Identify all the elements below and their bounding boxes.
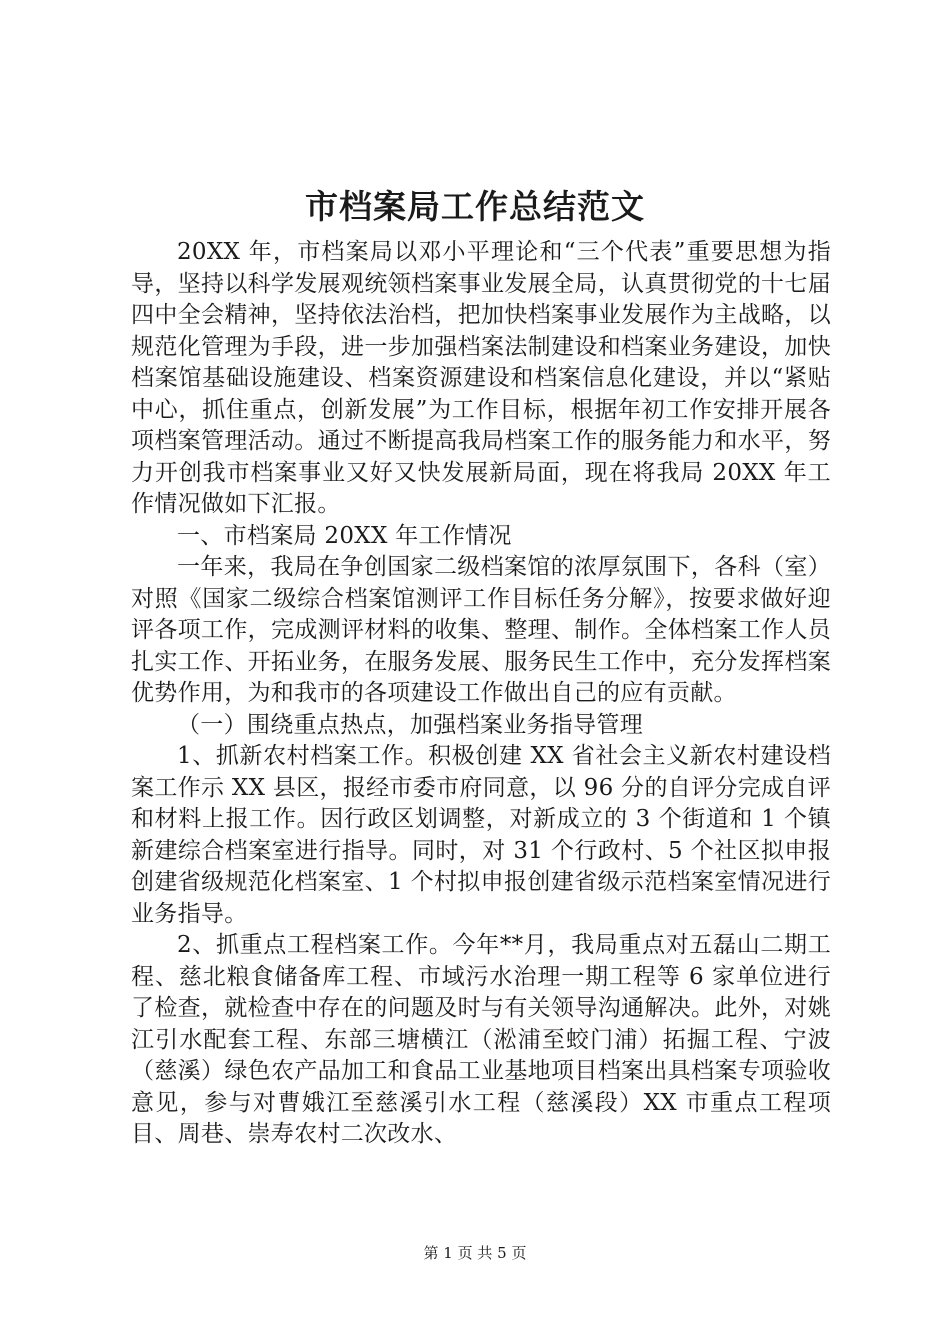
- page-number-footer: 第 1 页 共 5 页: [423, 1244, 527, 1262]
- paragraph-item-2: 2、抓重点工程档案工作。今年**月，我局重点对五磊山二期工程、慈北粮食储备库工程、市域污水治理一期工程等 6 家单位进行了检查，就检查中存在的问题及时与有关领导沟通解决。此外，对姚江引水配套工程、东部三塘横江（淞浦至蛟门浦）拓掘工程、宁波（慈溪）绿色农产品加工和食品工业基地项目档案出具档案专项验收意见，参与对曹娥江至慈溪引水工程（慈溪段）XX 市重点工程项目、周巷、崇寿农村二次改水、: [131, 932, 831, 1147]
- section-heading-1: 一、市档案局 20XX 年工作情况: [177, 522, 512, 549]
- document-body: [131, 237, 831, 1151]
- document-title: 市档案局工作总结范文: [305, 187, 645, 226]
- paragraph-intro: 20XX 年，市档案局以邓小平理论和“三个代表”重要思想为指导，坚持以科学发展观统领档案事业发展全局，认真贯彻党的十七届四中全会精神，坚持依法治档，把加快档案事业发展作为主战略，以规范化管理为手段，进一步加强档案法制建设和档案业务建设，加快档案馆基础设施建设、档案资源建设和档案信息化建设，并以“紧贴中心，抓住重点，创新发展”为工作目标，根据年初工作安排开展各项档案管理活动。通过不断提高我局档案工作的服务能力和水平，努力开创我市档案事业又好又快发展新局面，现在将我局 20XX 年工作情况做如下汇报。: [131, 239, 831, 517]
- subsection-heading-1: （一）围绕重点热点，加强档案业务指导管理: [177, 711, 643, 738]
- paragraph-item-1: 1、抓新农村档案工作。积极创建 XX 省社会主义新农村建设档案工作示 XX 县区，报经市委市府同意，以 96 分的自评分完成自评和材料上报工作。因行政区划调整，对新成立的 3 个街道和 1 个镇新建综合档案室进行指导。同时，对 31 个行政村、5 个社区拟申报创建省级规范化档案室、1 个村拟申报创建省级示范档案室情况进行业务指导。: [131, 743, 831, 927]
- paragraph-overview: 一年来，我局在争创国家二级档案馆的浓厚氛围下，各科（室）对照《国家二级综合档案馆测评工作目标任务分解》，按要求做好迎评各项工作，完成测评材料的收集、整理、制作。全体档案工作人员扎实工作、开拓业务，在服务发展、服务民生工作中，充分发挥档案优势作用，为和我市的各项建设工作做出自己的应有贡献。: [131, 554, 831, 706]
